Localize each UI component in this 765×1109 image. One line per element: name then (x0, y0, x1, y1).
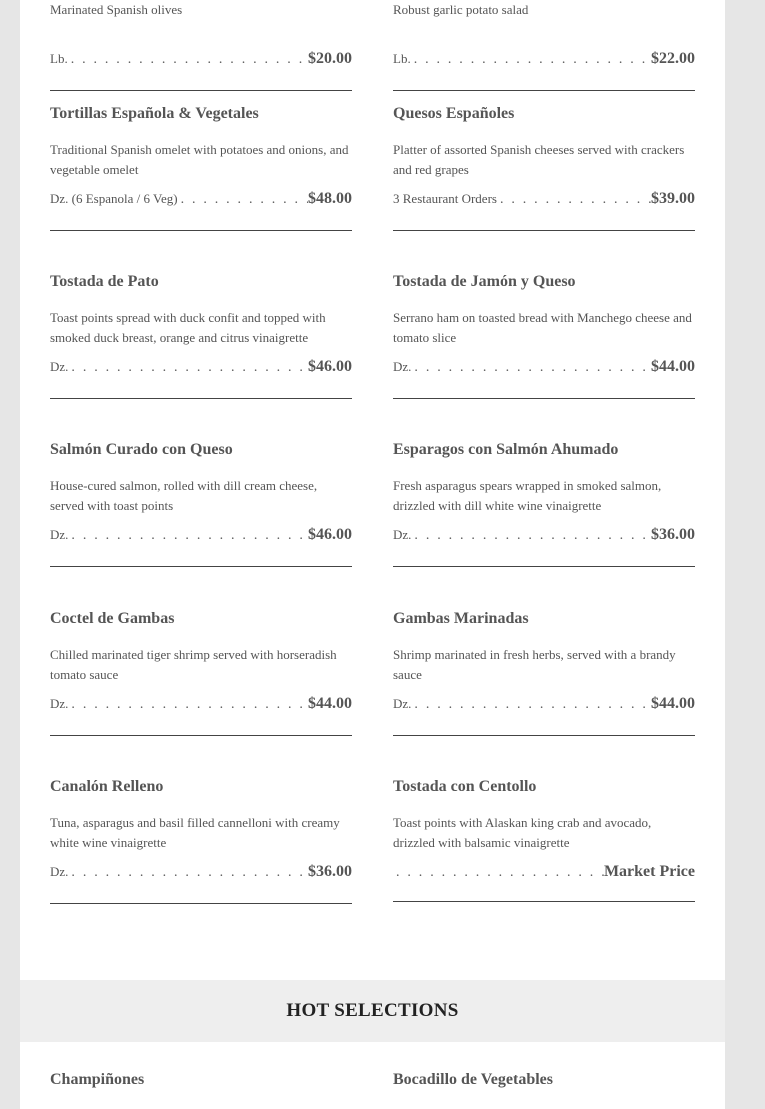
price-row (393, 50, 695, 74)
item-unit: Dz. (393, 359, 412, 374)
item-description: Shrimp marinated in fresh herbs, served with a brandy sauce (393, 647, 676, 682)
item-unit: Dz. (50, 696, 69, 711)
item-title: Salmón Curado con Queso (50, 441, 233, 458)
item-title: Bocadillo de Vegetables (393, 1071, 554, 1088)
item-description: Platter of assorted Spanish cheeses served with crackers and red grapes (393, 142, 685, 177)
item-unit: Dz. (393, 527, 412, 542)
item-unit: Dz. (6 Espanola / 6 Veg) (50, 191, 178, 206)
item-title: Coctel de Gambas (50, 610, 175, 627)
dot-leader (178, 192, 308, 208)
price-row (50, 358, 352, 382)
item-description: House-cured salmon, rolled with dill cream cheese, served with toast points (50, 478, 318, 513)
item-description: Serrano ham on toasted bread with Manchego cheese and tomato slice (393, 310, 692, 345)
dot-leader (68, 360, 308, 376)
menu-page (20, 0, 725, 1109)
item-unit: Dz. (50, 527, 69, 542)
price-row (393, 526, 695, 550)
price-row (393, 358, 695, 382)
item-description: Toast points with Alaskan king crab and avocado, drizzled with balsamic vinaigrette (393, 815, 652, 850)
item-divider (50, 398, 352, 399)
item-description: Tuna, asparagus and basil filled cannelloni with creamy white wine vinaigrette (50, 815, 340, 850)
item-description: Chilled marinated tiger shrimp served with horseradish tomato sauce (50, 647, 337, 682)
item-price: $22.00 (651, 50, 695, 67)
section-header (20, 980, 725, 1042)
item-divider (50, 735, 352, 736)
item-divider (393, 901, 695, 902)
item-description: Toast points spread with duck confit and topped with smoked duck breast, orange and citrus vinaigrette (50, 310, 326, 345)
item-price: $46.00 (308, 526, 352, 543)
item-title: Tostada de Jamón y Queso (393, 273, 576, 290)
item-price: Market Price (603, 863, 695, 880)
item-divider (393, 230, 695, 231)
item-title: Tostada con Centollo (393, 778, 537, 795)
dot-leader (393, 865, 604, 881)
item-divider (393, 735, 695, 736)
item-description: Traditional Spanish omelet with potatoes and onions, and vegetable omelet (50, 142, 349, 177)
item-unit: Dz. (393, 696, 412, 711)
price-row (50, 526, 352, 550)
item-divider (393, 90, 695, 91)
item-divider (50, 903, 352, 904)
item-price: $44.00 (651, 695, 695, 712)
item-title: Quesos Españoles (393, 105, 515, 122)
item-unit: Dz. (50, 359, 69, 374)
item-divider (50, 90, 352, 91)
item-description: Robust garlic potato salad (393, 2, 529, 17)
dot-leader (411, 697, 651, 713)
item-price: $48.00 (308, 190, 352, 207)
dot-leader (68, 697, 308, 713)
item-price: $46.00 (308, 358, 352, 375)
item-description: Fresh asparagus spears wrapped in smoked salmon, drizzled with dill white wine vinaigrette (393, 478, 662, 513)
dot-leader (68, 865, 308, 881)
section-title: HOT SELECTIONS (286, 1000, 459, 1021)
item-price: $20.00 (308, 50, 352, 67)
price-row (50, 863, 352, 887)
item-description: Marinated Spanish olives (50, 2, 183, 17)
item-divider (50, 230, 352, 231)
dot-leader (497, 192, 651, 208)
item-divider (393, 566, 695, 567)
dot-leader (411, 528, 651, 544)
item-price: $44.00 (651, 358, 695, 375)
item-unit: Lb. (50, 51, 68, 66)
item-price: $39.00 (651, 190, 695, 207)
price-row (393, 695, 695, 719)
dot-leader (68, 52, 308, 68)
item-price: $44.00 (308, 695, 352, 712)
price-row (393, 190, 695, 214)
item-title: Tostada de Pato (50, 273, 159, 290)
item-title: Tortillas Española & Vegetales (50, 105, 259, 122)
item-price: $36.00 (651, 526, 695, 543)
dot-leader (411, 52, 651, 68)
item-title: Canalón Relleno (50, 778, 164, 795)
item-title: Gambas Marinadas (393, 610, 529, 627)
dot-leader (411, 360, 651, 376)
price-row (50, 190, 352, 214)
item-divider (393, 398, 695, 399)
item-title: Esparagos con Salmón Ahumado (393, 441, 619, 458)
item-unit: Dz. (50, 864, 69, 879)
dot-leader (68, 528, 308, 544)
item-unit: 3 Restaurant Orders (393, 191, 497, 206)
item-price: $36.00 (308, 863, 352, 880)
item-divider (50, 566, 352, 567)
price-row (393, 863, 695, 887)
price-row (50, 50, 352, 74)
item-unit: Lb. (393, 51, 411, 66)
item-title: Champiñones (50, 1071, 145, 1088)
price-row (50, 695, 352, 719)
